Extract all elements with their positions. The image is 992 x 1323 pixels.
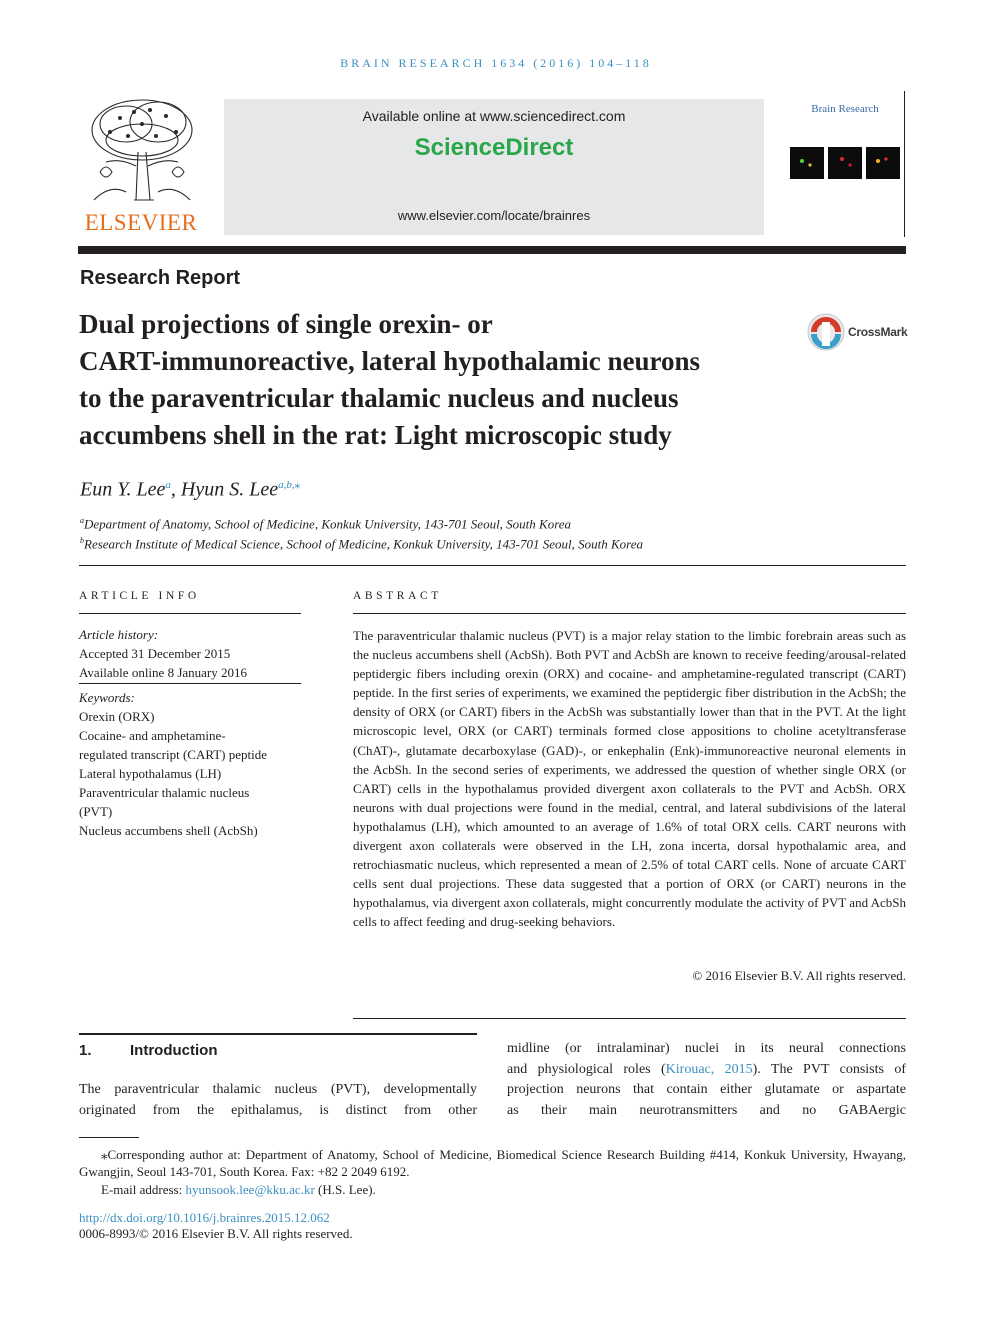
intro-line: projection neurons that contain either glutamate or aspartate [507,1082,906,1098]
email-link[interactable]: hyunsook.lee@kku.ac.kr [185,1182,315,1197]
title-line: accumbens shell in the rat: Light microscopic study [79,420,672,450]
intro-title: Introduction [130,1042,218,1059]
abstract-end-rule [353,1018,906,1019]
issn-line: 0006-8993/© 2016 Elsevier B.V. All rights reserved. [79,1226,353,1241]
keyword: Paraventricular thalamic nucleus [79,785,250,800]
intro-line: midline (or intralaminar) nuclei in its neural connections [507,1041,906,1056]
title-line: Dual projections of single orexin- or [79,309,493,339]
keyword: Orexin (ORX) [79,709,155,724]
doi-line [79,1209,906,1226]
affiliation-text: Department of Anatomy, School of Medicine, Konkuk University, 143-701 Seoul, South Korea [84,516,572,532]
sciencedirect-logo[interactable]: ScienceDirect [414,134,574,161]
cover-title: Brain Research [811,103,879,115]
intro-number: 1. [79,1042,92,1059]
available-date: Available online 8 January 2016 [79,665,247,680]
abstract-heading: ABSTRACT [353,590,442,602]
cover-image-2 [828,147,862,179]
journal-citation: BRAIN RESEARCH 1634 (2016) 104–118 [340,56,652,70]
author-affiliation-mark[interactable]: a [165,479,171,491]
keyword: Cocaine- and amphetamine- [79,728,226,743]
affiliation [80,536,643,552]
elsevier-tree-icon [80,96,202,208]
history-label: Article history: [79,627,159,642]
title-line: CART-immunoreactive, lateral hypothalamic neurons [79,346,701,376]
citation-link[interactable]: Kirouac, 2015 [665,1061,753,1077]
article-title [79,306,799,454]
keyword: regulated transcript (CART) peptide [79,747,268,762]
affiliation [80,516,571,532]
info-rule [79,613,301,614]
available-online-text: Available online at www.sciencedirect.com [362,108,626,124]
microscopy-icon [828,147,862,179]
keywords-label: Keywords: [79,690,135,705]
author-list [80,478,300,502]
crossmark-badge[interactable] [806,312,910,354]
title-line: to the paraventricular thalamic nucleus and nucleus [79,383,679,413]
accepted-date: Accepted 31 December 2015 [79,646,231,661]
keyword: Nucleus accumbens shell (AcbSh) [79,823,258,838]
author-affiliation-mark[interactable]: a,b, [278,479,295,491]
email-label: E-mail address: [101,1182,186,1197]
affiliation-mark: a [80,516,84,525]
cover-image-3 [866,147,900,179]
section-rule [79,565,906,566]
author-name: Eun Y. Lee [80,478,166,501]
crossmark-label: CrossMark [848,325,908,339]
intro-left-column [79,1080,477,1121]
author-separator: , [170,478,181,501]
elsevier-wordmark: ELSEVIER [84,210,198,235]
footnote-rule [79,1137,139,1138]
intro-line: as their main neurotransmitters and no GABAergic [507,1102,906,1118]
journal-url[interactable]: www.elsevier.com/locate/brainres [397,208,591,223]
intro-right-column [507,1039,906,1121]
article-info-heading: ARTICLE INFO [79,590,200,602]
header-rule [78,246,906,254]
article-history [79,625,304,682]
abstract-rule [353,613,906,614]
elsevier-logo [80,96,202,236]
crossmark-icon [806,312,846,354]
intro-line-text: and physiological roles ( [507,1061,666,1077]
article-type: Research Report [80,267,241,289]
intro-line [507,1060,906,1081]
info-rule [79,683,301,684]
affiliation-text: Research Institute of Medical Science, School of Medicine, Konkuk University, 143-701 Seoul, South Korea [84,536,643,552]
keywords [79,688,304,840]
keyword: Lateral hypothalamus (LH) [79,766,222,781]
keyword: (PVT) [79,804,113,819]
email-after: (H.S. Lee). [314,1182,376,1197]
affiliation-mark: b [80,536,84,545]
corresponding-author-note: ⁎Corresponding author at: Department of Anatomy, School of Medicine, Biomedical Science Research Building #414, Konkuk University, Hwayang, Gwangjin, Seoul 143-701, South Korea. Fax: +82 2 2049 6192. [79,1147,906,1180]
intro-line-text: ). The PVT consists of [752,1061,906,1077]
microscopy-icon [866,147,900,179]
email-note [101,1181,906,1198]
microscopy-icon [790,147,824,179]
journal-cover [786,91,905,237]
author-name: Hyun S. Lee [180,478,279,501]
doi-link[interactable]: http://dx.doi.org/10.1016/j.brainres.2015.12.062 [79,1210,330,1225]
corresponding-author-mark[interactable]: ⁎ [294,479,301,491]
cover-image-1 [790,147,824,179]
intro-rule [79,1033,477,1035]
intro-line: originated from the epithalamus, is distinct from other [79,1102,477,1118]
intro-line: The paraventricular thalamic nucleus (PVT), developmentally [79,1082,477,1097]
abstract-text: The paraventricular thalamic nucleus (PVT) is a major relay station to the limbic forebrain areas such as the nucleus accumbens shell (AcbSh). Both PVT and AcbSh are known to receive feeding/arousal-related peptidergic fibers including orexin (ORX) and cocaine- and amphetamine-regulated transcript (CART) peptide. In the first series of experiments, we examined the peptidergic fiber distribution in the AcbSh; the density of ORX (or CART) fibers in the AcbSh was substantially lower than that in the PVT. At the light microscopic level, ORX (or CART) terminals formed close appositions to choline acetyltransferase (ChAT)-, glutamate decarboxylase (GAD)-, or enkephalin (Enk)-immunoreactive neuronal elements in the AcbSh. In the second series of experiments, we addressed the question of whether single ORX (or CART) cells in the hypothalamus provided divergent axon collaterals to the PVT and AcbSh. ORX neurons with dual projections were found in the medial, central, and lateral subdivisions of the lateral hypothalamus (LH), which amounted to an average of 1.6% of total ORX cells. CART neurons with divergent axon collaterals were observed in the LH, zona incerta, dorsal hypothalamic area, and retrochiasmatic nucleus, which represented a mean of 2.5% of total CART cells. None of arcuate CART cells sent dual projections. These data suggested that a portion of ORX (or CART) neurons in the hypothalamus, via divergent axon collaterals, might concurrently modulate the activity of PVT and AcbSh cells to affect feeding and drug-seeking behaviors. [353,628,906,930]
abstract-copyright: © 2016 Elsevier B.V. All rights reserved. [692,968,906,983]
